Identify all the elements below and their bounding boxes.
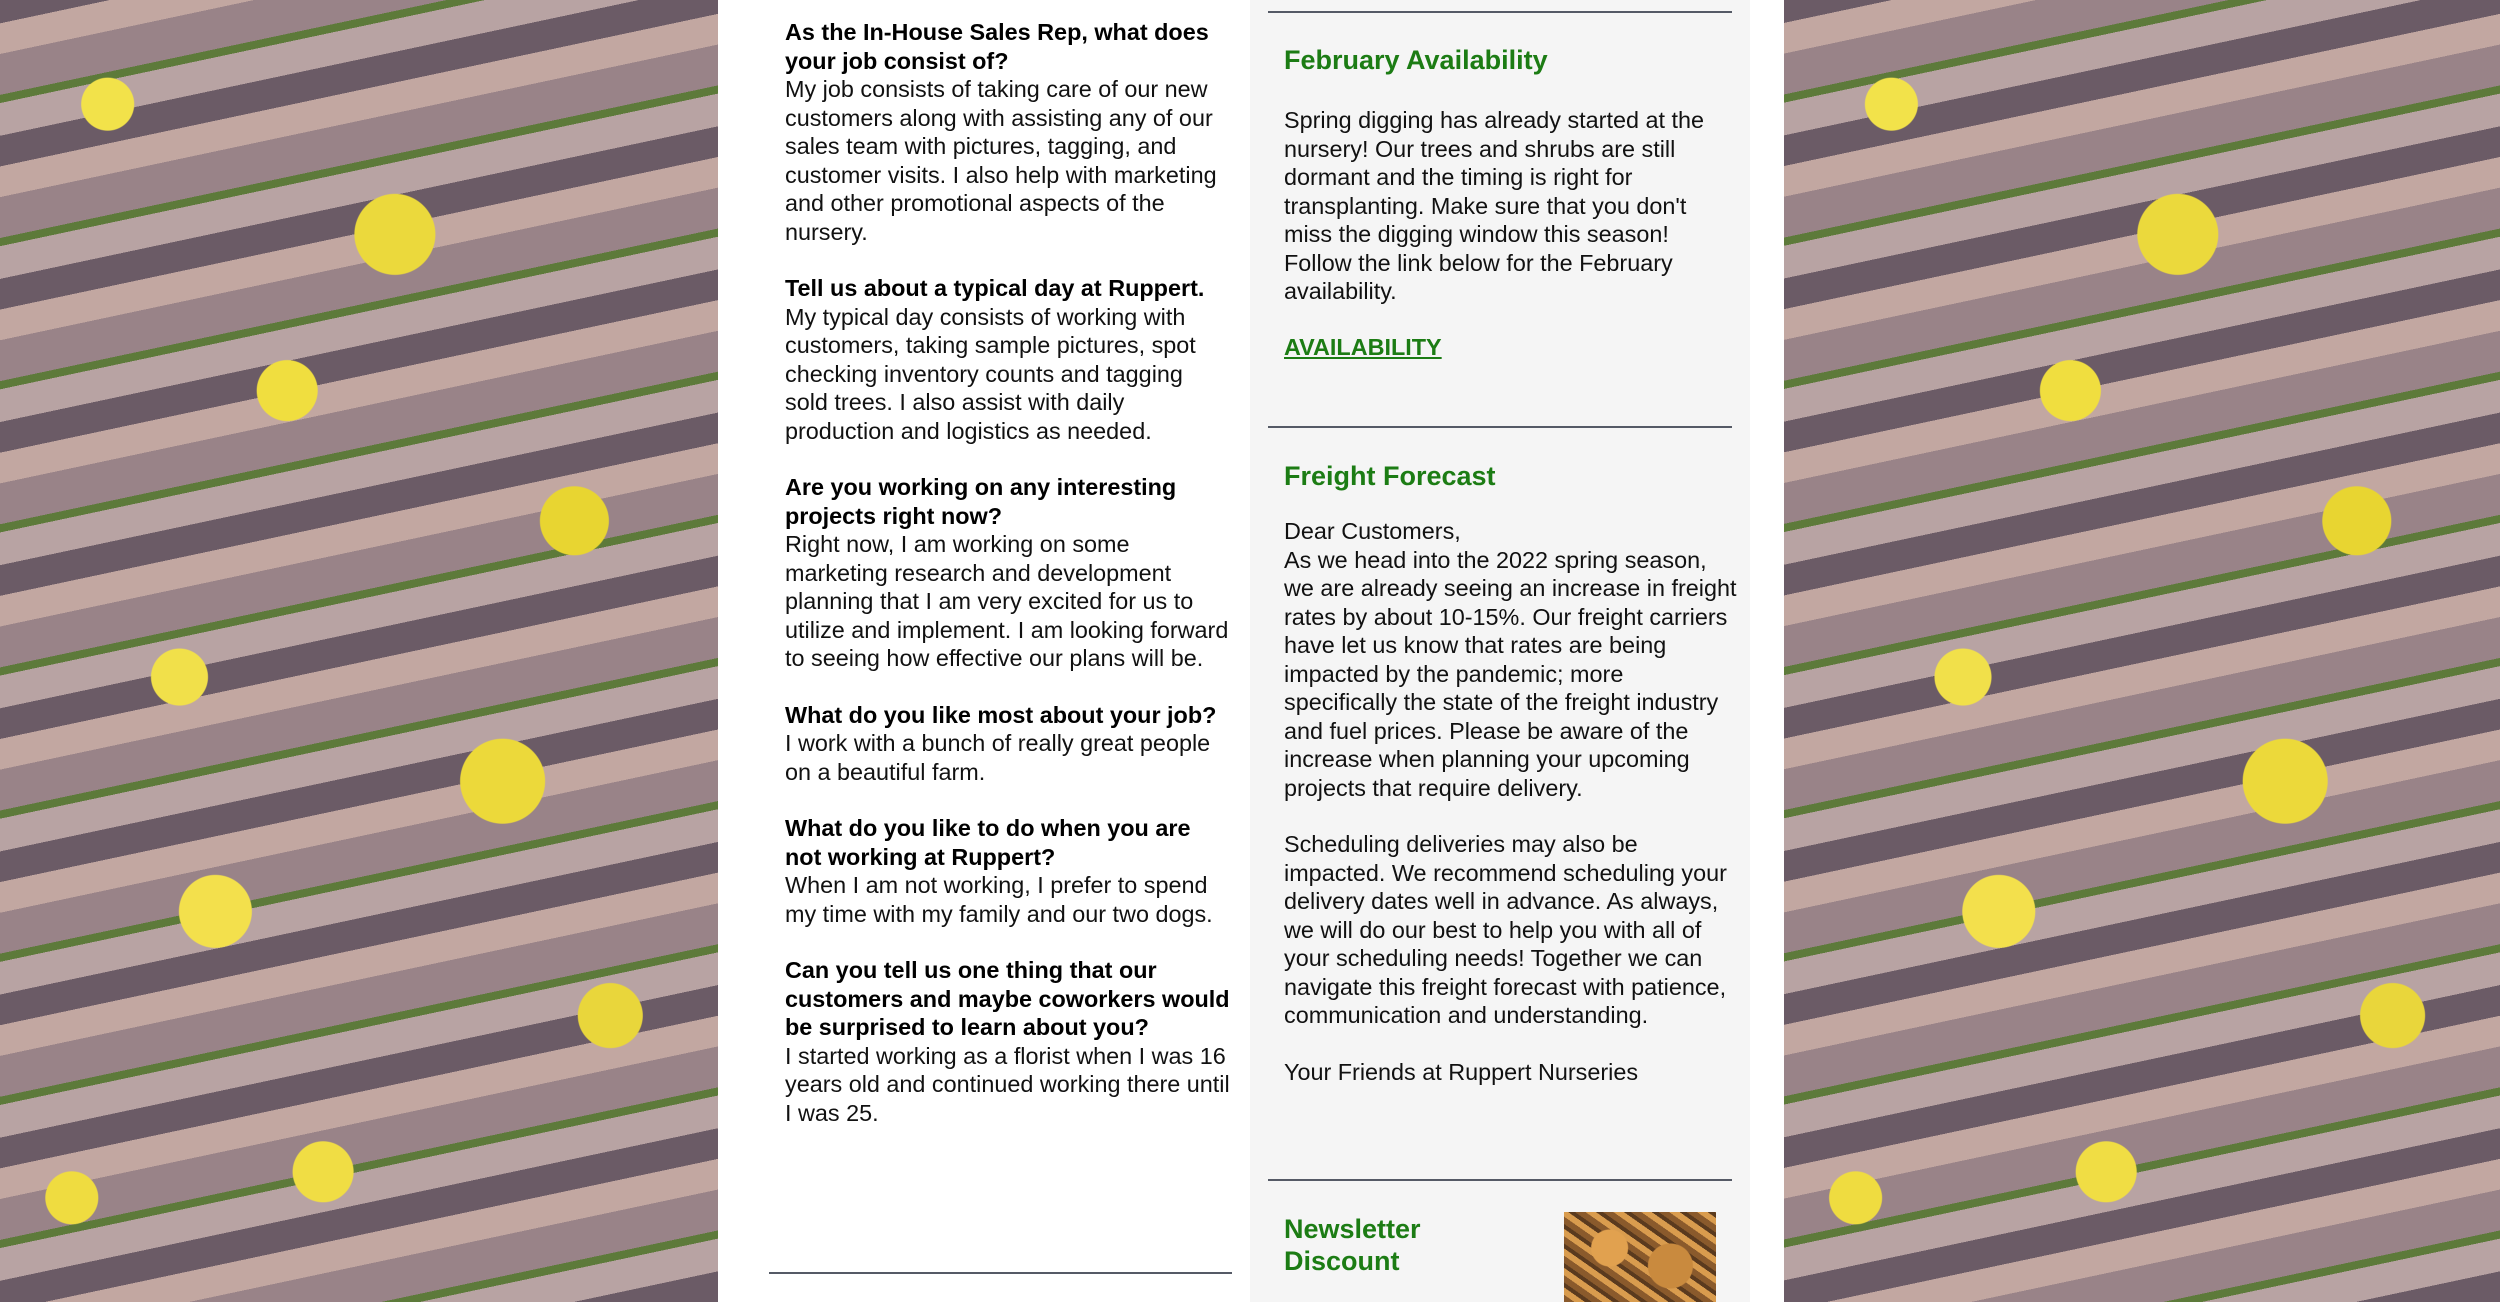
divider xyxy=(1268,11,1732,13)
background-photo-right xyxy=(1784,0,2500,1302)
greeting: Dear Customers, xyxy=(1284,518,1461,544)
paragraph: As we head into the 2022 spring season, we are already seeing an increase in freight rates by about 10-15%. Our freight carriers have let us know that rates are being impacted by the pandemic; more specifically the state of the freight industry and fuel prices. Please be aware of the increase when planning your upcoming projects that require delivery. xyxy=(1284,546,1737,801)
answer: Right now, I am working on some marketing research and development planning that I am very excited for us to utilize and implement. I am looking forward to seeing how effective our plans will be. xyxy=(785,531,1229,671)
question: Can you tell us one thing that our customers and maybe coworkers would be surprised to learn about you? xyxy=(785,957,1230,1040)
newsletter-image xyxy=(1564,1212,1716,1302)
section-title: Newsletter Discount xyxy=(1284,1214,1421,1276)
qa-item xyxy=(785,701,1230,787)
paragraph: Scheduling deliveries may also be impacted. We recommend scheduling your delivery dates well in advance. As always, we will do our best to help you with all of your scheduling needs! Together we can navigate this freight forecast with patience, communication and understanding. xyxy=(1284,831,1727,1028)
divider xyxy=(1268,426,1732,428)
answer: I work with a bunch of really great people on a beautiful farm. xyxy=(785,730,1211,785)
newsletter-section xyxy=(1284,1213,1504,1277)
background-photo-left xyxy=(0,0,718,1302)
interview-qa xyxy=(785,18,1230,1155)
qa-item xyxy=(785,18,1230,246)
divider xyxy=(1268,1179,1732,1181)
section-title: February Availability xyxy=(1284,45,1548,75)
qa-item xyxy=(785,274,1230,445)
signoff: Your Friends at Ruppert Nurseries xyxy=(1284,1058,1639,1085)
question: What do you like to do when you are not working at Ruppert? xyxy=(785,815,1191,870)
freight-section xyxy=(1284,460,1739,1086)
qa-item xyxy=(785,956,1230,1127)
qa-item xyxy=(785,473,1230,673)
question: As the In-House Sales Rep, what does your job consist of? xyxy=(785,19,1209,74)
answer: I started working as a florist when I was 16 years old and continued working there until I was 25. xyxy=(785,1042,1230,1126)
availability-link[interactable]: AVAILABILITY xyxy=(1284,333,1442,360)
section-title: Freight Forecast xyxy=(1284,461,1496,491)
answer: When I am not working, I prefer to spend my time with my family and our two dogs. xyxy=(785,872,1213,927)
section-body: Spring digging has already started at the nursery! Our trees and shrubs are still dormant and the timing is right for transplanting. Make sure that you don't miss the digging window this season! Follow the link below for the February availability. xyxy=(1284,107,1705,304)
question: Are you working on any interesting projects right now? xyxy=(785,474,1177,529)
qa-item xyxy=(785,814,1230,928)
february-section xyxy=(1284,44,1739,361)
answer: My job consists of taking care of our new customers along with assisting any of our sales team with pictures, tagging, and customer visits. I also help with marketing and other promotional aspects of the nursery. xyxy=(785,76,1217,245)
question: What do you like most about your job? xyxy=(785,701,1217,728)
question: Tell us about a typical day at Ruppert. xyxy=(785,275,1205,301)
answer: My typical day consists of working with customers, taking sample pictures, spot checking inventory counts and tagging sold trees. I also assist with daily production and logistics as needed. xyxy=(785,303,1196,444)
divider xyxy=(769,1272,1232,1274)
